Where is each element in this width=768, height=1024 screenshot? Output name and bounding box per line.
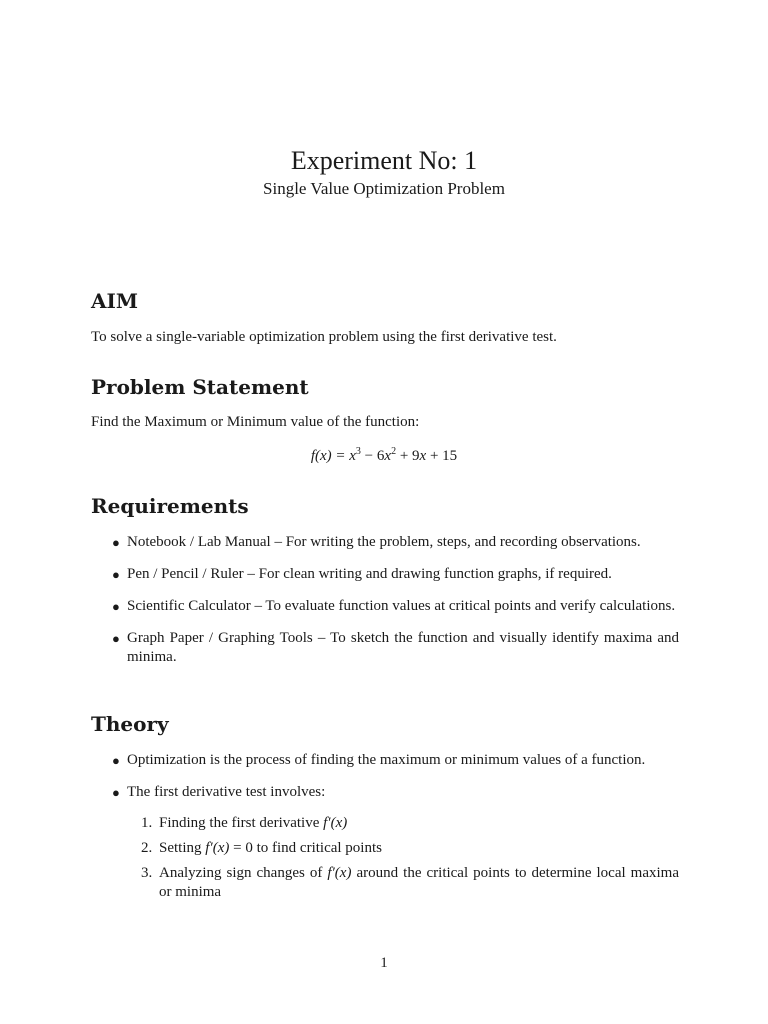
equation-term2-exp: 2: [391, 446, 397, 457]
step-text-pre: Finding the first derivative: [159, 815, 324, 831]
title-block: [0, 144, 768, 200]
bullet-icon: ●: [112, 785, 120, 800]
problem-heading: Problem Statement: [91, 375, 309, 399]
function-equation: [0, 447, 768, 466]
theory-heading: Theory: [91, 712, 169, 736]
equation-term3-op: + 9: [396, 448, 420, 464]
step-text: [159, 840, 382, 856]
step-number: 1.: [141, 815, 153, 831]
page-number: 1: [380, 955, 388, 971]
equation-lhs: f(x) =: [310, 448, 350, 464]
equation-term3-base: x: [419, 448, 427, 464]
list-item: [91, 783, 679, 802]
list-item-text: Graph Paper / Graphing Tools – To sketch the function and visually identify maxima and minima.: [127, 630, 679, 665]
list-item: [127, 814, 679, 833]
equation-term1-base: x: [349, 448, 356, 464]
step-text: [159, 865, 679, 900]
bullet-icon: ●: [112, 753, 120, 768]
bullet-icon: ●: [112, 535, 120, 550]
list-item-text: Scientific Calculator – To evaluate function values at critical points and verify calculations.: [127, 598, 676, 614]
bullet-icon: ●: [112, 567, 120, 582]
list-item-text: Optimization is the process of finding the maximum or minimum values of a function.: [127, 752, 646, 768]
list-item: [91, 565, 679, 584]
page-title: Experiment No: 1: [290, 146, 478, 175]
equation-term2-base: x: [384, 448, 392, 464]
step-text-post: around the critical points to determine local maxima or minima: [159, 865, 679, 900]
step-text: [159, 815, 347, 831]
equation-term2-op: − 6: [360, 448, 385, 464]
list-item: [91, 751, 679, 770]
list-item-text: Pen / Pencil / Ruler – For clean writing and drawing function graphs, if required.: [127, 566, 612, 582]
step-text-pre: Setting: [159, 840, 206, 856]
requirements-heading: Requirements: [91, 494, 249, 518]
list-item: [127, 839, 679, 858]
requirements-list: [91, 533, 679, 667]
list-item-text: The first derivative test involves:: [127, 784, 326, 800]
step-text-pre: Analyzing sign changes of: [159, 865, 328, 881]
step-number: 2.: [141, 840, 153, 856]
derivative-steps-list: [127, 814, 679, 902]
list-item: [91, 629, 679, 667]
step-math: f′(x): [323, 815, 348, 831]
list-item: [91, 597, 679, 616]
theory-list: [91, 751, 679, 802]
aim-heading: AIM: [91, 289, 139, 313]
aim-text: To solve a single-variable optimization problem using the first derivative test.: [91, 329, 557, 345]
bullet-icon: ●: [112, 599, 120, 614]
problem-text: Find the Maximum or Minimum value of the function:: [91, 414, 420, 430]
page-subtitle: Single Value Optimization Problem: [263, 179, 505, 198]
list-item: [91, 533, 679, 552]
step-number: 3.: [141, 865, 153, 881]
bullet-icon: ●: [112, 631, 120, 646]
equation-term1-exp: 3: [355, 446, 361, 457]
list-item-text: Notebook / Lab Manual – For writing the problem, steps, and recording observations.: [127, 534, 641, 550]
list-item: [127, 864, 679, 902]
step-math: f′(x): [205, 840, 230, 856]
step-math: f′(x): [327, 865, 352, 881]
equation-term4: + 15: [426, 448, 458, 464]
step-text-post: = 0 to find critical points: [229, 840, 382, 856]
